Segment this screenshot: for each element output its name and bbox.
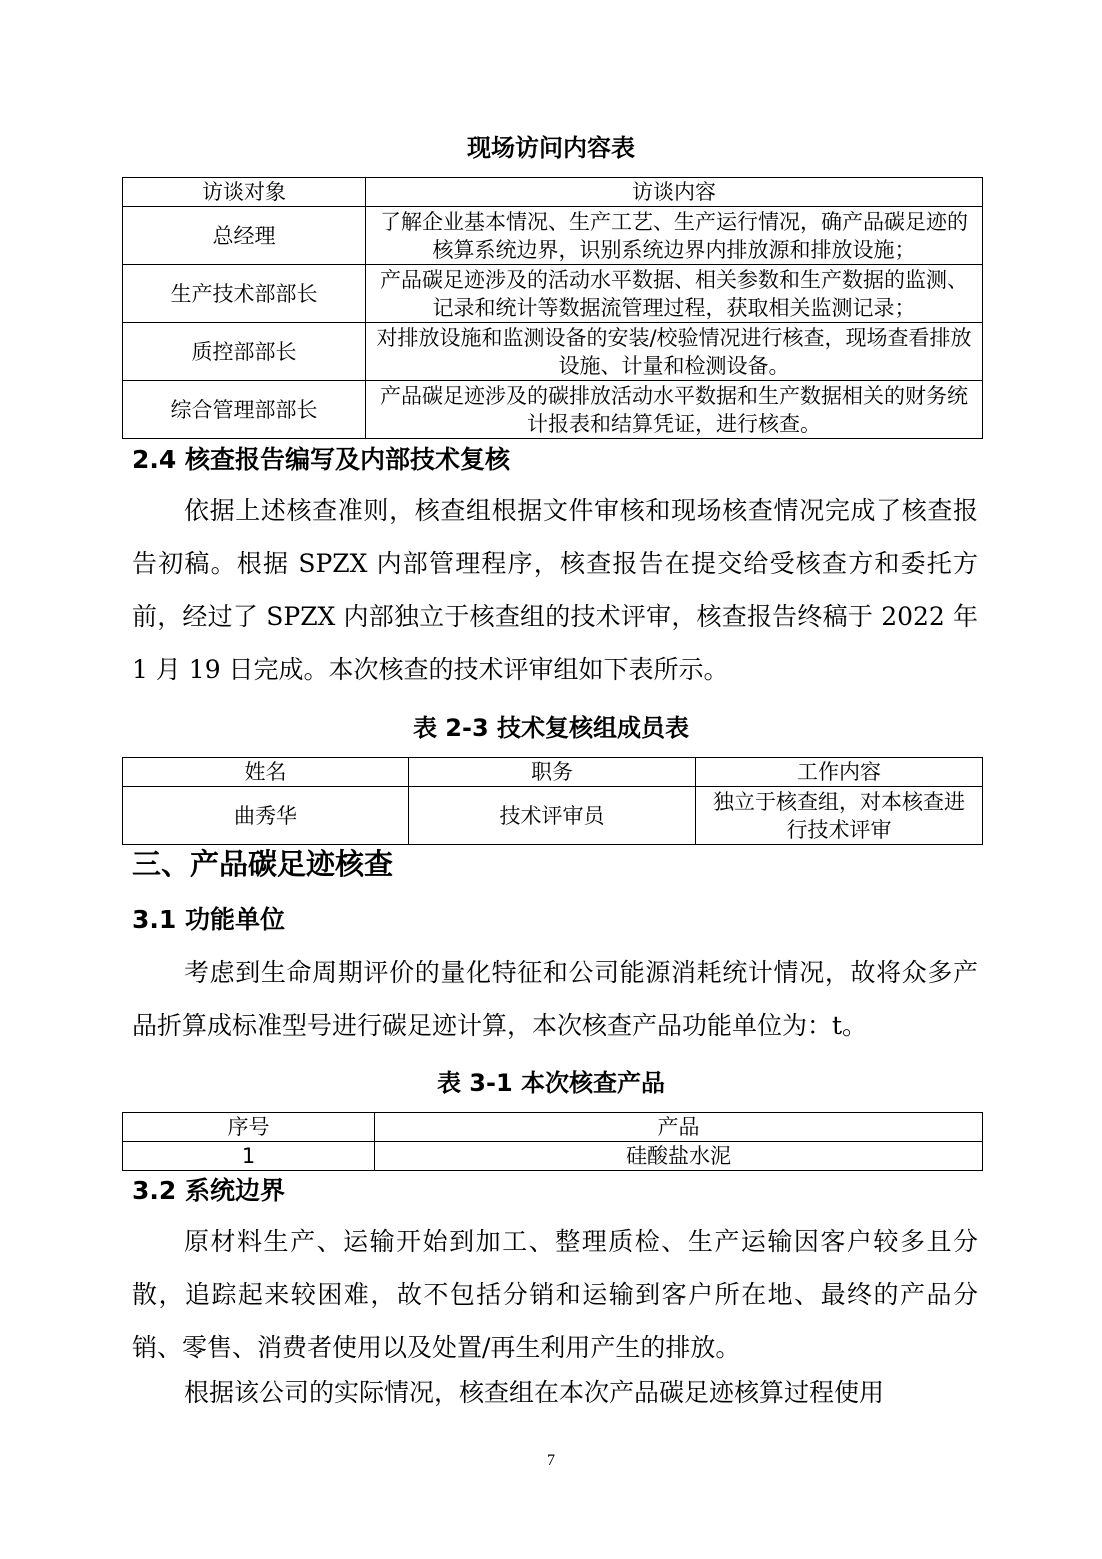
name-cell: 曲秀华 (123, 787, 409, 845)
interview-table (122, 177, 983, 439)
section-3-2-paragraph: 原材料生产、运输开始到加工、整理质检、生产运输因客户较多且分散，追踪起来较困难，故不包括分销和运输到客户所在地、最终的产品分销、零售、消费者使用以及处置/再生利用产生的排放。 (132, 1227, 978, 1362)
page-number: 7 (547, 1452, 555, 1469)
header-cell: 工作内容 (696, 758, 983, 787)
index-cell: 1 (123, 1142, 375, 1171)
header-cell: 姓名 (123, 758, 409, 787)
table-header-row (123, 178, 983, 207)
header-cell: 产品 (375, 1113, 983, 1142)
content-cell: 产品碳足迹涉及的碳排放活动水平数据和生产数据相关的财务统计报表和结算凭证，进行核查。 (366, 381, 983, 439)
interviewee-cell: 综合管理部部长 (123, 381, 366, 439)
content-cell: 产品碳足迹涉及的活动水平数据、相关参数和生产数据的监测、记录和统计等数据流管理过程，获取相关监测记录； (366, 265, 983, 323)
interviewee-cell: 质控部部长 (123, 323, 366, 381)
content-cell: 了解企业基本情况、生产工艺、生产运行情况，确产品碳足迹的核算系统边界，识别系统边界内排放源和排放设施； (366, 207, 983, 265)
interviewee-cell: 总经理 (123, 207, 366, 265)
section-heading-2-4: 2.4 核查报告编写及内部技术复核 (132, 445, 510, 474)
header-cell: 序号 (123, 1113, 375, 1142)
work-cell: 独立于核查组，对本核查进行技术评审 (696, 787, 983, 845)
table-row (123, 207, 983, 265)
section-heading-3-1: 3.1 功能单位 (132, 905, 285, 934)
table-row (123, 265, 983, 323)
table-row (123, 323, 983, 381)
section-2-4-paragraph: 依据上述核查准则，核查组根据文件审核和现场核查情况完成了核查报告初稿。根据 SPZX 内部管理程序，核查报告在提交给受核查方和委托方前，经过了 SPZX 内部独立于核查组的技术评审，核查报告终稿于 2022 年 1 月 19 日完成。本次核查的技术评审组如下表所示。 (132, 496, 978, 684)
table-header-row (123, 1113, 983, 1142)
header-cell: 职务 (409, 758, 696, 787)
content-cell: 对排放设施和监测设备的安装/校验情况进行核查，现场查看排放设施、计量和检测设备。 (366, 323, 983, 381)
table-3-1-title: 表 3-1 本次核查产品 (436, 1069, 666, 1097)
role-cell: 技术评审员 (409, 787, 696, 845)
chapter-heading-3: 三、产品碳足迹核查 (132, 847, 394, 881)
header-cell: 访谈对象 (123, 178, 366, 207)
table-row (123, 381, 983, 439)
review-team-table (122, 757, 983, 845)
table-row (123, 787, 983, 845)
product-cell: 硅酸盐水泥 (375, 1142, 983, 1171)
section-3-1-paragraph: 考虑到生命周期评价的量化特征和公司能源消耗统计情况，故将众多产品折算成标准型号进行碳足迹计算，本次核查产品功能单位为：t。 (132, 958, 978, 1040)
product-table (122, 1112, 983, 1171)
interviewee-cell: 生产技术部部长 (123, 265, 366, 323)
table-row (123, 1142, 983, 1171)
header-cell: 访谈内容 (366, 178, 983, 207)
section-3-2-paragraph-continued: 根据该公司的实际情况，核查组在本次产品碳足迹核算过程使用 (184, 1378, 885, 1407)
interview-table-title: 现场访问内容表 (467, 134, 635, 162)
table-2-3-title: 表 2-3 技术复核组成员表 (412, 714, 690, 742)
section-heading-3-2: 3.2 系统边界 (132, 1176, 285, 1205)
table-header-row (123, 758, 983, 787)
